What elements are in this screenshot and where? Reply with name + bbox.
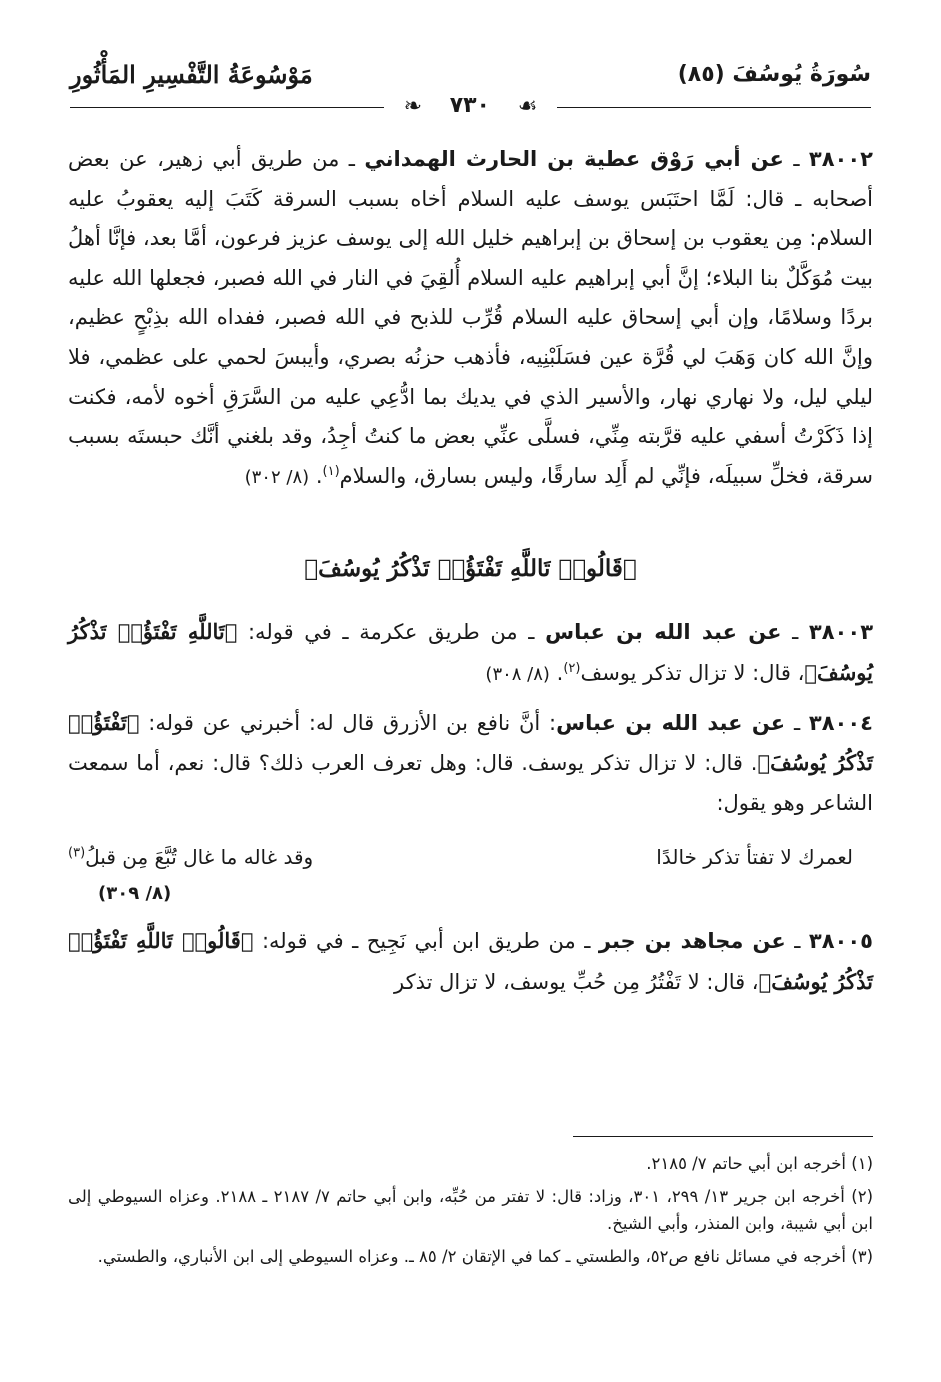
footnotes: [68, 1150, 873, 1276]
athar-38005: ٣٨٠٠٥ ـ عن مجاهد بن جبر ـ من طريق ابن أبي نَجِيح ـ في قوله: ﴿قَالُوا۟ تَاللَّهِ تَفْتَؤُا۟ تَذْكُرُ يُوسُفَ﴾، قال: لا تَفْتُرُ مِن حُبِّ يوسف، لا تزال تذكر: [68, 928, 873, 994]
volume-page-ref: (٨/ ٣٠٢): [244, 466, 310, 488]
athar-number: ٣٨٠٠٢: [808, 147, 873, 171]
athar-narrator: عن عبد الله بن عباس: [556, 710, 786, 735]
footnote-2: (٢) أخرجه ابن جرير ١٣/ ٢٩٩، ٣٠١، وزاد: قال: لا تفتر من حُبِّه، وابن أبي حاتم ٧/ ٢١٨٧ ـ ٢١٨٨. وعزاه السيوطي إلى ابن أبي شيبة، وابن المنذر، وأبي الشيخ.: [68, 1187, 873, 1233]
footnote-mark: (٣): [68, 845, 86, 861]
volume-page-ref: (٨/ ٣٠٨): [485, 663, 550, 685]
athar-number: ٣٨٠٠٤: [808, 710, 873, 735]
volume-page-ref: (٨/ ٣٠٩): [98, 883, 172, 905]
poem-second-hemistich: وقد غاله ما غال تُبَّعَ مِن قبلُ$^{(٣)}$: [68, 845, 314, 870]
athar-text: ، قال: لا تزال تذكر يوسف: [580, 660, 805, 685]
athar-number: ٣٨٠٠٣: [808, 620, 874, 645]
athar-text: ـ من طريق ابن أبي نَجِيح ـ في قوله:: [261, 929, 591, 954]
athar-narrator: عن مجاهد بن جبر: [598, 929, 786, 954]
quran-quote: ﴿تَاللَّهِ تَفْتَؤُا۟ تَذْكُرُ يُوسُفَ﴾: [68, 619, 873, 685]
athar-text: ، قال: لا تَفْتُرُ مِن حُبِّ يوسف، لا تزال تذكر: [394, 969, 759, 994]
footnote-divider: [573, 1136, 873, 1137]
athar-38002: ٣٨٠٠٢ ـ عن أبي رَوْق عطية بن الحارث الهمداني ـ من طريق أبي زهير، عن بعض أصحابه ـ قال: لَمَّا احتَبَس يوسف عليه السلام أخاه بسبب السرقة كَتَبَ إليه يعقوبُ عليه السلام: مِن يعقوب بن إسحاق بن إبراهيم خليل الله إلى يوسف عزيز فرعون، أمَّا بعد، فإنَّا أهلُ بيت مُوَكَّلٌ بنا البلاء؛ إنَّ أبي إبراهيم عليه السلام أُلقِيَ في النار في الله فصبر، فجعلها الله عليه بردًا وسلامًا، وإن أبي إسحاق عليه السلام قُرِّب للذبح في الله فصبر، ففداه الله بذِبْحٍ عظيم، وإنَّ الله كان وَهَبَ لي قُرَّة عين فسَلَبْنِيه، فأذهب حزنُه بصري، وأيبسَ لحمي على عظمي، فلا ليلي ليل، ولا نهاري نهار، والأسير الذي في يديك بما ادُّعِي عليه من السَّرَقِ أخوه لأمه، فكنت إذا ذَكَرْتُ أسفي عليه قرَّبته مِنِّي، فسلَّى عنِّي بعض ما كنتُ أجِدُ، وقد بلغني أنَّك حبستَه بسبب سرقة، فخلِّ سبيلَه، فإنِّي لم أَلِد سارقًا، وليس بسارق، والسلام$^{(١)}$. (٨/ ٣٠٢): [68, 147, 873, 488]
footnote-mark: (١): [322, 463, 340, 479]
main-text: [68, 140, 873, 1003]
athar-narrator: عن أبي رَوْق عطية بن الحارث الهمداني: [364, 147, 784, 171]
footnote-mark: (٢): [563, 660, 581, 676]
page-number-box: [384, 93, 558, 119]
footnote-1: (١) أخرجه ابن أبي حاتم ٧/ ٢١٨٥.: [646, 1154, 873, 1173]
athar-text: . قال: لا تزال تذكر يوسف. قال: وهل تعرف العرب ذلك؟ قال: نعم، أما سمعت الشاعر وهو يقول:: [68, 751, 873, 815]
athar-38004: ٣٨٠٠٤ ـ عن عبد الله بن عباس: أنَّ نافع بن الأزرق قال له: أخبرني عن قوله: ﴿تَفْتَؤُا۟ تَذْكُرُ يُوسُفَ﴾. قال: لا تزال تذكر يوسف. قال: وهل تعرف العرب ذلك؟ قال: نعم، أما سمعت الشاعر وهو يقول:: [68, 709, 873, 815]
quran-quote: ﴿قَالُوا۟ تَاللَّهِ تَفْتَؤُا۟ تَذْكُرُ يُوسُفَ﴾: [68, 928, 873, 994]
quran-quote: ﴿تَفْتَؤُا۟ تَذْكُرُ يُوسُفَ﴾: [68, 709, 873, 776]
athar-text: ـ من طريق أبي زهير، عن بعض أصحابه ـ قال: لَمَّا احتَبَس يوسف عليه السلام أخاه بسبب السرقة كَتَبَ إليه يعقوبُ عليه السلام: مِن يعقوب بن إسحاق بن إبراهيم خليل الله إلى يوسف عزيز فرعون، أمَّا بعد، فإنَّا أهلُ بيت مُوَكَّلٌ بنا البلاء؛ إنَّ أبي إبراهيم عليه السلام أُلقِيَ في النار في الله فصبر، فجعلها الله عليه بردًا وسلامًا، وإن أبي إسحاق عليه السلام قُرِّب للذبح في الله فصبر، ففداه الله بذِبْحٍ عظيم، وإنَّ الله كان وَهَبَ لي قُرَّة عين فسَلَبْنِيه، فأذهب حزنُه بصري، وأيبسَ لحمي على عظمي، فلا ليلي ليل، ولا نهاري نهار، والأسير الذي في يديك بما ادُّعِي عليه من السَّرَقِ أخوه لأمه، فكنت إذا ذَكَرْتُ أسفي عليه قرَّبته مِنِّي، فسلَّى عنِّي بعض ما كنتُ أجِدُ، وقد بلغني أنَّك حبستَه بسبب سرقة، فخلِّ سبيلَه، فإنِّي لم أَلِد سارقًا، وليس بسارق، والسلام: [68, 147, 873, 488]
athar-text: : أنَّ نافع بن الأزرق قال له: أخبرني عن قوله:: [148, 710, 557, 735]
verse-heading: ﴿قَالُوا۟ تَاللَّهِ تَفْتَؤُا۟ تَذْكُرُ يُوسُفَ﴾: [304, 555, 637, 583]
sura-header: سُورَةُ يُوسُفَ (٨٥): [677, 62, 871, 87]
page-number: ٧٣٠: [440, 93, 500, 118]
footnote-3: (٣) أخرجه في مسائل نافع ص٥٢، والطستي ـ كما في الإتقان ٢/ ٨٥ ـ. وعزاه السيوطي إلى ابن الأنباري، والطستي.: [97, 1247, 873, 1266]
athar-narrator: عن عبد الله بن عباس: [545, 620, 782, 645]
poem-verse: [68, 837, 853, 877]
ornament-right-icon: ☙: [508, 94, 548, 119]
athar-text: ـ من طريق عكرمة ـ في قوله:: [247, 620, 535, 645]
ornament-left-icon: ❧: [394, 94, 432, 119]
athar-38003: ٣٨٠٠٣ ـ عن عبد الله بن عباس ـ من طريق عكرمة ـ في قوله: ﴿تَاللَّهِ تَفْتَؤُا۟ تَذْكُرُ يُوسُفَ﴾، قال: لا تزال تذكر يوسف$^{(٢)}$. (٨/ ٣٠٨): [68, 619, 874, 685]
book-title-header: مَوْسُوعَةُ التَّفْسِيرِ المَأْثُورِ: [70, 60, 313, 89]
poem-first-hemistich: لعمرك لا تفتأ تذكر خالدًا: [656, 845, 853, 870]
page-number-row: [0, 93, 941, 119]
athar-number: ٣٨٠٠٥: [808, 929, 873, 954]
